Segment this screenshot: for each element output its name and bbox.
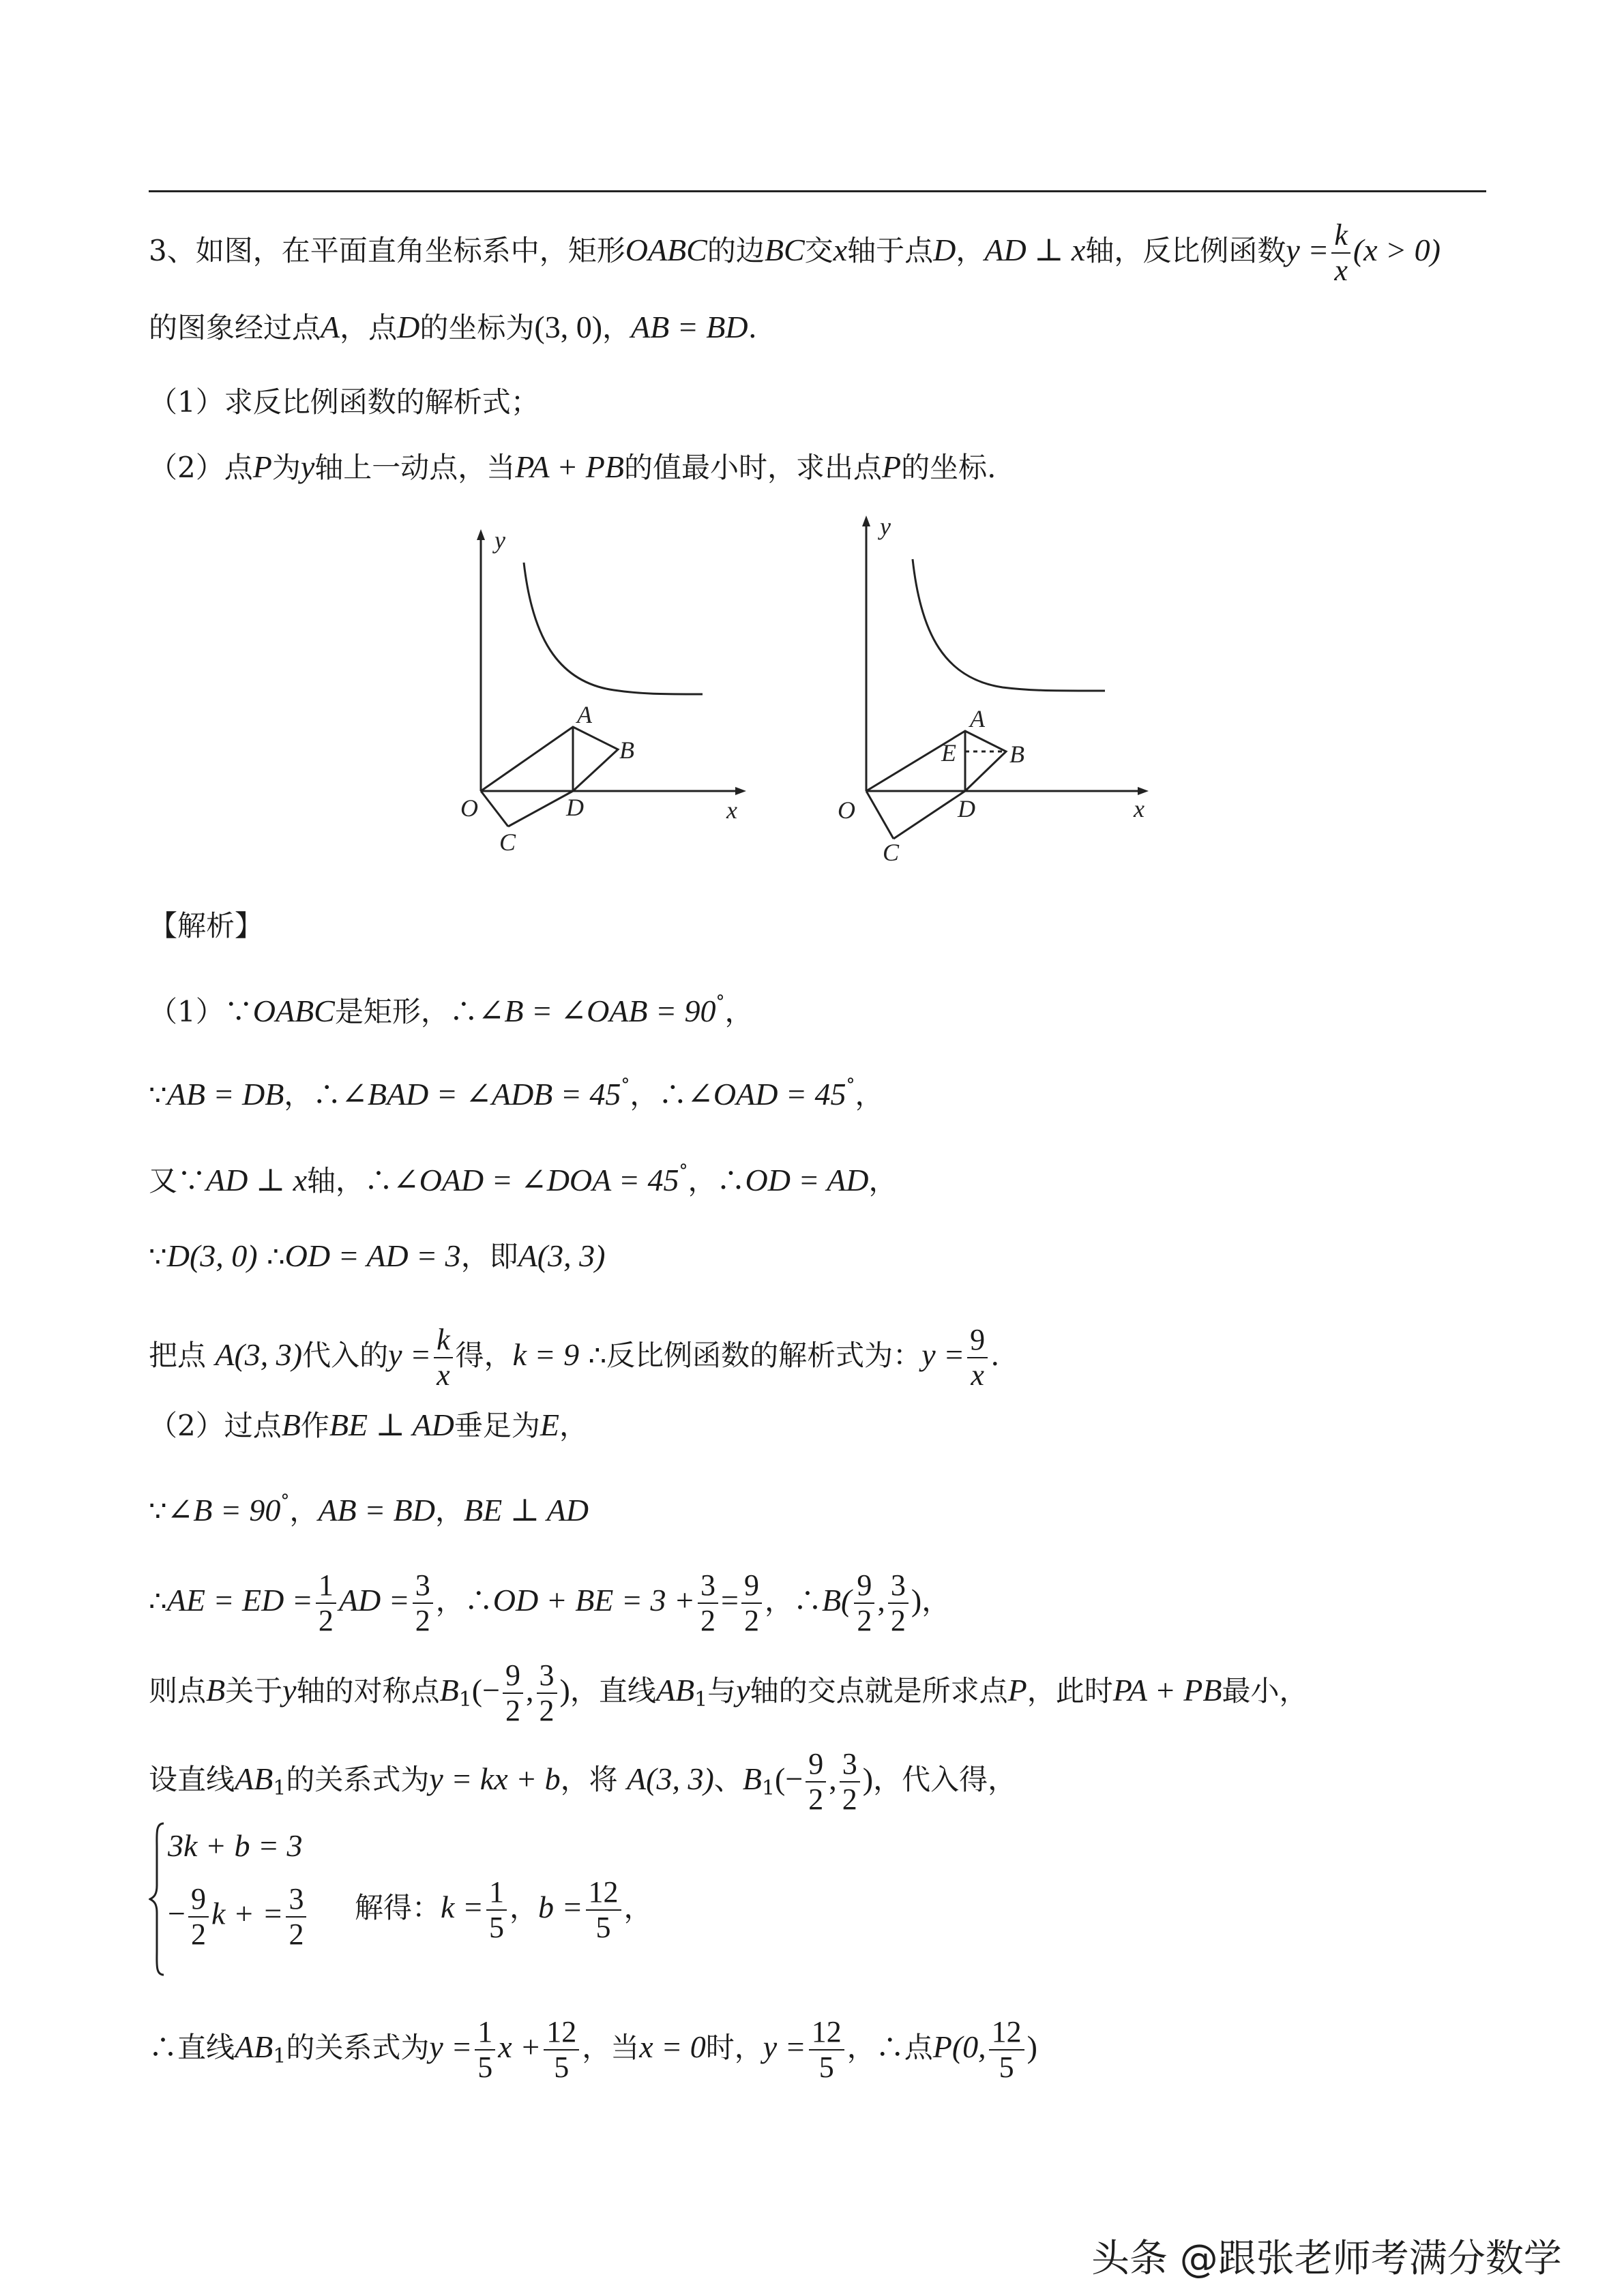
label-o: O [838,796,855,824]
solution-line-7: ∵∠B = 90°，AB = BD，BE ⊥ AD [149,1491,589,1527]
hyperbola-curve [524,563,703,694]
x-axis-arrow [735,787,746,795]
label-x: x [1134,795,1145,822]
label-c: C [883,839,900,866]
segment-cd [508,791,573,826]
solution-heading: 【解析】 [149,909,264,942]
fraction-k-over-x: $\frac{k}{x}$ [1331,218,1350,288]
path-oabd [481,727,618,791]
solution-line-1: （1）∵OABC是矩形，∴∠B = ∠OAB = 90°， [149,992,754,1028]
system-solution: 解得：k = $\frac{1}{5}$ ，b = $\frac{12}{5}$ ， [355,1875,653,1944]
segment-oc [866,791,894,839]
segment-oc [481,791,508,826]
label-a: A [577,701,592,728]
label-b: B [1009,741,1024,768]
watermark: 头条 @跟张老师考满分数学 [1091,2237,1562,2281]
solution-line-6: （2）过点B作BE ⊥ AD垂足为E， [149,1407,588,1442]
system-eq-1: 3k + b = 3 [168,1828,303,1863]
system-eq-2: − $\frac{9}{2}$ k + = $\frac{3}{2}$ [168,1882,309,1952]
label-y: y [880,513,891,540]
question-2: （2）点P为y轴上一动点，当PA + PB的值最小时，求出点P的坐标. [149,449,996,484]
solution-line-5: 把点 A(3, 3)代入的y = $\frac{k}{x}$ 得，k = 9 ∴反比例函数的解析式为：y = $\frac{9}{x}$ . [149,1323,1000,1392]
problem-line-2: 的图象经过点A，点D的坐标为(3, 0)，AB = BD. [149,310,757,344]
solution-line-9: 则点B关于y轴的对称点$B_1(-$ $\frac{9}{2}$ , $\frac{3}{2}$ )，直线$AB_1$与y轴的交点就是所求点P，此时PA + PB最小， [149,1658,1308,1727]
label-c: C [499,829,516,856]
question-1: （1）求反比例函数的解析式； [149,385,540,419]
label-o: O [460,794,478,822]
y-axis-arrow [862,516,870,526]
label-x: x [726,796,737,824]
solution-line-8: ∴AE = ED = $\frac{1}{2}$ AD = $\frac{3}{2}$ ，∴OD + BE = 3 + $\frac{3}{2}$ = $\frac{9}{2}$ ，∴B( $\frac{9}{2}$ , $\frac{3}{2}$ )， [149,1568,951,1637]
solution-line-2: ∵AB = DB，∴∠BAD = ∠ADB = 45°，∴∠OAD = 45°， [149,1075,884,1112]
figure-1-diagram [437,518,757,866]
label-d: D [566,794,584,821]
label-b: B [619,736,634,764]
label-y: y [494,526,505,554]
figure-2-diagram [818,505,1173,873]
problem-line-1: 3、如图，在平面直角坐标系中，矩形OABC的边BC交x轴于点D，AD ⊥ x轴，反比例函数y = $\frac{k}{x}$ (x > 0) [149,218,1441,287]
path-oabd [866,731,1006,791]
solution-line-4: ∵D(3, 0) ∴OD = AD = 3，即A(3, 3) [149,1238,606,1273]
y-axis-arrow [477,529,485,540]
hyperbola-curve [913,559,1105,691]
header-rule [149,190,1486,192]
segment-cd [894,791,965,839]
label-e: E [941,739,956,766]
solution-line-10: 设直线$AB_1$的关系式为y = kx + b，将 A(3, 3)、$B_1(-$ $\frac{9}{2}$ , $\frac{3}{2}$ )，代入得， [149,1747,1017,1816]
x-axis-arrow [1138,787,1149,795]
label-a: A [970,705,985,732]
solution-line-11: ∴直线$AB_1$的关系式为y = $\frac{1}{5}$ x + $\frac{12}{5}$ ，当x = 0时，y = $\frac{12}{5}$ ，∴点P(0, $\frac{12}{5}$ ) [149,2015,1037,2084]
system-brace [149,1821,166,1978]
label-d: D [958,795,975,822]
solution-line-3: 又∵AD ⊥ x轴，∴∠OAD = ∠DOA = 45°，∴OD = AD， [149,1161,898,1197]
